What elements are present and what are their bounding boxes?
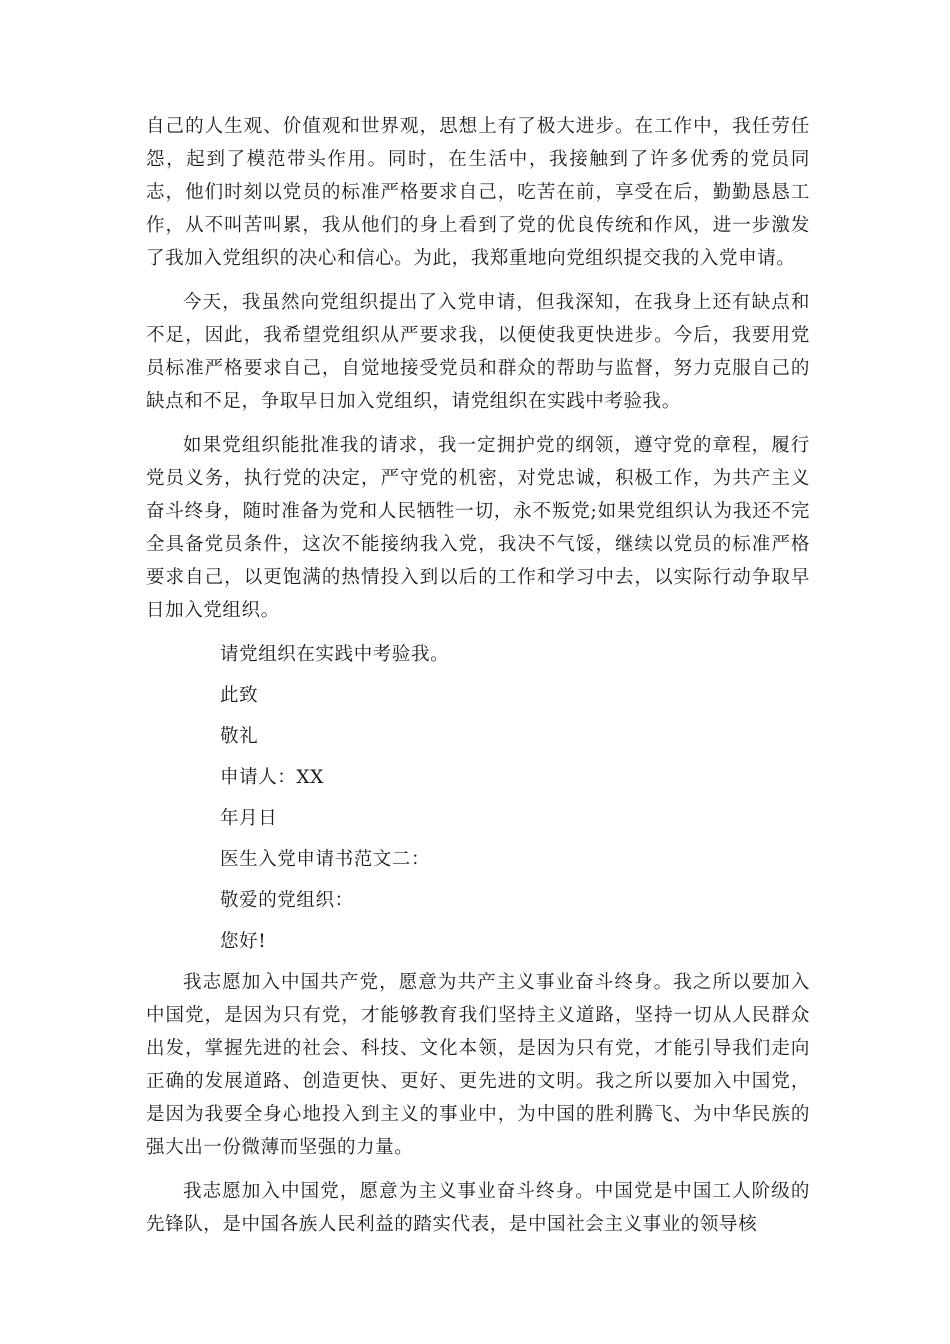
- paragraph-2: 今天，我虽然向党组织提出了入党申请，但我深知，在我身上还有缺点和不足，因此，我希望党组织从严要求我，以便使我更快进步。今后，我要用党员标准严格要求自己，自觉地接受党员和群众的帮助与监督，努力克服自己的缺点和不足，争取早日加入党组织，请党组织在实践中考验我。: [146, 292, 810, 412]
- date-line: 年月日: [220, 808, 278, 829]
- closing-line-salutation: 此致: [220, 685, 259, 706]
- greeting-line: 敬爱的党组织：: [220, 890, 354, 911]
- paragraph-1: 自己的人生观、价值观和世界观，思想上有了极大进步。在工作中，我任劳任怨，起到了模范带头作用。同时，在生活中，我接触到了许多优秀的党员同志，他们时刻以党员的标准严格要求自己，吃苦在前，享受在后，勤勤恳恳工作，从不叫苦叫累，我从他们的身上看到了党的优良传统和作风，进一步激发了我加入党组织的决心和信心。为此，我郑重地向党组织提交我的入党申请。: [146, 116, 810, 269]
- section-heading: 医生入党申请书范文二：: [220, 849, 431, 870]
- applicant-line: 申请人：XX: [220, 767, 324, 788]
- closing-line-regards: 敬礼: [220, 726, 259, 747]
- paragraph-4: 我志愿加入中国共产党，愿意为共产主义事业奋斗终身。我之所以要加入中国党，是因为只有党，才能够教育我们坚持主义道路，坚持一切从人民群众出发，掌握先进的社会、科技、文化本领，是因为只有党，才能引导我们走向正确的发展道路、创造更快、更好、更先进的文明。我之所以要加入中国党，是因为我要全身心地投入到主义的事业中，为中国的胜利腾飞、为中华民族的强大出一份微薄而坚强的力量。: [146, 972, 810, 1158]
- closing-line-test: 请党组织在实践中考验我。: [220, 644, 450, 665]
- document-body: [146, 110, 810, 1252]
- hello-line: 您好!: [220, 931, 267, 952]
- paragraph-3: 如果党组织能批准我的请求，我一定拥护党的纲领，遵守党的章程，履行党员义务，执行党的决定，严守党的机密，对党忠诚，积极工作，为共产主义奋斗终身，随时准备为党和人民牺牲一切，永不叛党;如果党组织认为我还不完全具备党员条件，这次不能接纳我入党，我决不气馁，继续以党员的标准严格要求自己，以更饱满的热情投入到以后的工作和学习中去，以实际行动争取早日加入党组织。: [146, 435, 810, 621]
- paragraph-5: 我志愿加入中国党，愿意为主义事业奋斗终身。中国党是中国工人阶级的先锋队，是中国各族人民利益的踏实代表，是中国社会主义事业的领导核: [146, 1181, 810, 1235]
